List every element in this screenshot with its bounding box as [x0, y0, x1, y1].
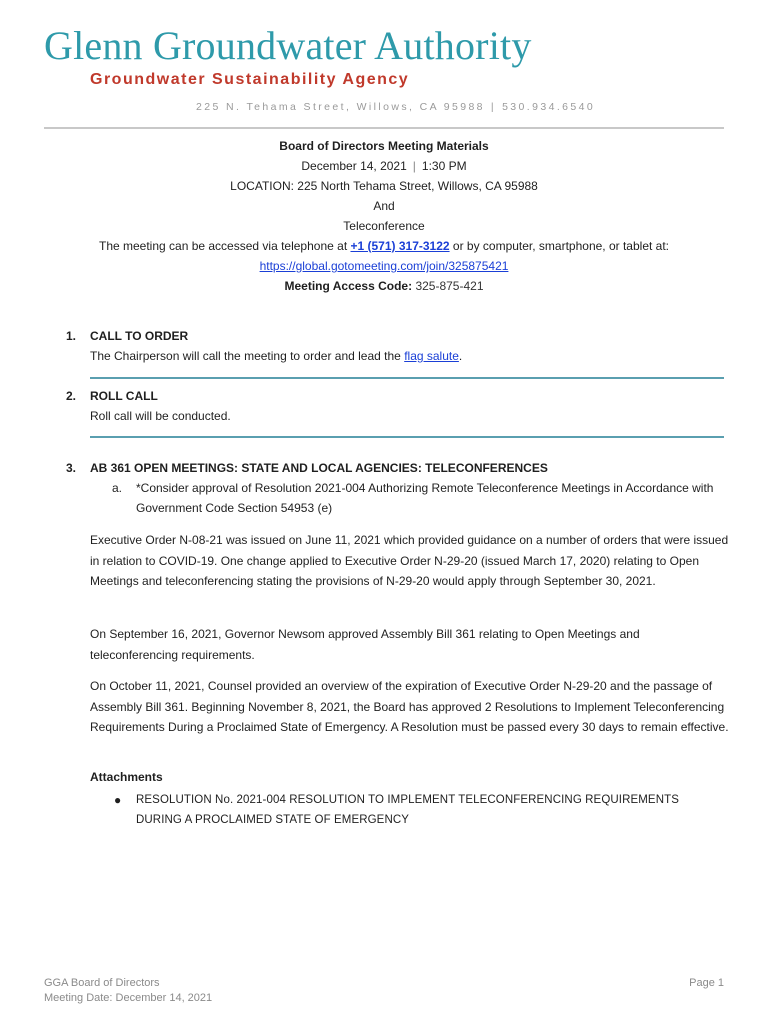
paragraph: On September 16, 2021, Governor Newsom approved Assembly Bill 361 relating to Open Meetings and teleconferencing requirements. [90, 627, 640, 662]
agenda-title: ROLL CALL [90, 389, 158, 403]
page-number: Page 1 [689, 977, 724, 989]
meeting-time: 1:30 PM [421, 159, 467, 173]
meeting-url-link[interactable]: https://global.gotomeeting.com/join/325875421 [259, 259, 509, 273]
subitem-text: *Consider approval of Resolution 2021-004 Authorizing Remote Teleconference Meetings in Accordance with Government Code Section 54953 (e) [136, 481, 714, 515]
meeting-date: December 14, 2021 [301, 159, 407, 173]
agency-subtitle: Groundwater Sustainability Agency [90, 71, 410, 88]
meeting-location: LOCATION: 225 North Tehama Street, Willows, CA 95988 [230, 179, 538, 193]
agenda-number: 1. [66, 329, 77, 343]
org-address: 225 N. Tehama Street, Willows, CA 95988 [196, 101, 485, 113]
footer-line1: GGA Board of Directors [44, 977, 160, 989]
org-title: Glenn Groundwater Authority [44, 23, 532, 68]
meeting-access-line [44, 236, 724, 256]
access-code-value: 325-875-421 [415, 279, 484, 293]
attachments-heading: Attachments [90, 770, 163, 784]
agenda-title: AB 361 OPEN MEETINGS: STATE AND LOCAL AGENCIES: TELECONFERENCES [90, 461, 548, 475]
section-divider [90, 436, 724, 438]
footer-info [44, 976, 212, 1006]
meeting-info [44, 136, 724, 296]
datetime-separator: | [412, 159, 416, 173]
address-separator: | [490, 101, 497, 113]
agenda-body [90, 346, 462, 366]
access-suffix: or by computer, smartphone, or tablet at: [449, 239, 670, 253]
agenda-title: CALL TO ORDER [90, 329, 189, 343]
agenda-body-prefix: The Chairperson will call the meeting to order and lead the [90, 349, 405, 363]
phone-link[interactable]: +1 (571) 317-3122 [350, 239, 450, 253]
meeting-teleconference: Teleconference [343, 219, 425, 233]
meeting-url-line [44, 256, 724, 276]
section-divider [90, 377, 724, 379]
meeting-and: And [373, 199, 395, 213]
access-code-label: Meeting Access Code: [284, 279, 413, 293]
footer-line2: Meeting Date: December 14, 2021 [44, 992, 213, 1004]
access-prefix: The meeting can be accessed via telephone at [98, 239, 351, 253]
meeting-heading: Board of Directors Meeting Materials [279, 139, 489, 153]
subitem-letter: a. [112, 481, 123, 495]
agenda-body-suffix: . [458, 349, 463, 363]
meeting-code-line [44, 276, 724, 296]
agenda-number: 3. [66, 461, 77, 475]
org-address-line [196, 101, 595, 113]
paragraph: Executive Order N-08-21 was issued on June 11, 2021 which provided guidance on a number of orders that were issued in relation to COVID-19. One change applied to Executive Order N-29-20 (issued March 17, 2020) relating to Open Meetings and teleconferencing stating the provisions of N-29-20 would apply through September 30, 2021. [90, 533, 729, 588]
attachment-text: RESOLUTION No. 2021-004 RESOLUTION TO IMPLEMENT TELECONFERENCING REQUIREMENTS DURING A PROCLAIMED STATE OF EMERGENCY [136, 794, 679, 826]
header-divider [44, 127, 724, 129]
org-phone: 530.934.6540 [502, 101, 596, 113]
bullet-icon: ● [114, 793, 122, 807]
meeting-datetime [44, 156, 724, 176]
agenda-body: Roll call will be conducted. [90, 409, 231, 423]
paragraph: On October 11, 2021, Counsel provided an overview of the expiration of Executive Order N-29-20 and the passage of Assembly Bill 361. Beginning November 8, 2021, the Board has approved 2 Resolutions to Implement Teleconferencing Requirements During a Proclaimed State of Emergency. A Resolution must be passed every 30 days to remain effective. [90, 679, 729, 734]
flag-salute-link[interactable]: flag salute [404, 349, 459, 363]
agenda-number: 2. [66, 389, 77, 403]
